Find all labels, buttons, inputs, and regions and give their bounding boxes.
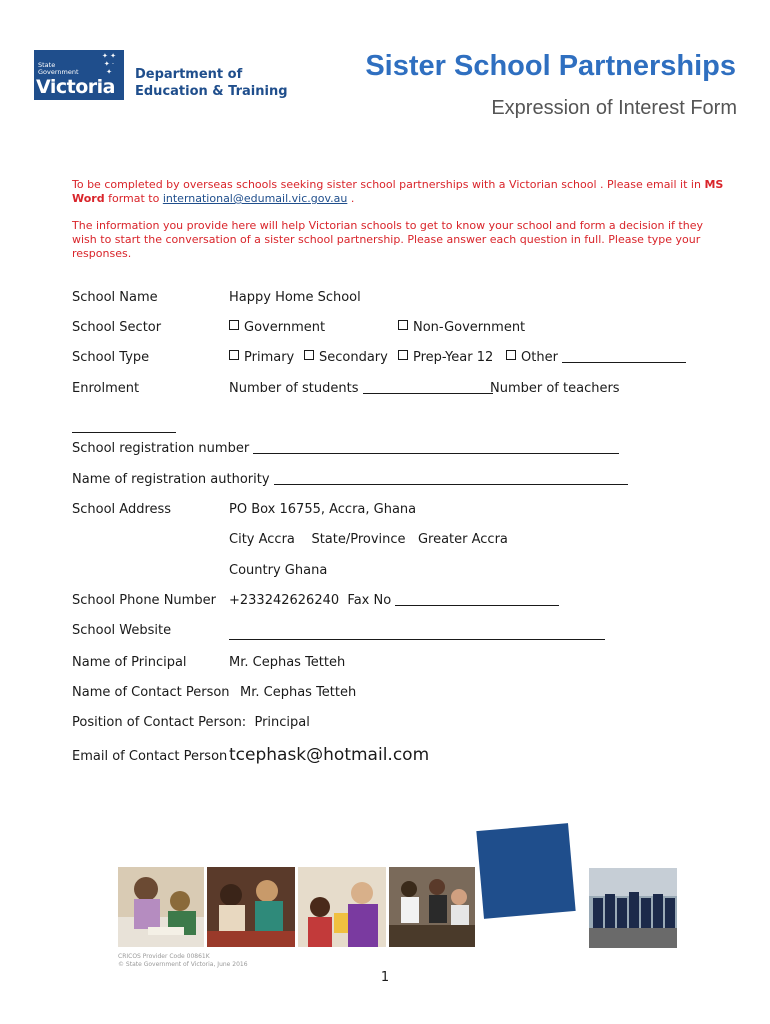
type-secondary-option[interactable] [304,350,388,365]
registration-number-input[interactable] [253,441,619,454]
photo-classroom-reading [118,867,204,947]
type-primary-option[interactable] [229,350,294,365]
registration-number-label: School registration number [72,441,250,456]
decorative-blue-square [476,823,575,919]
registration-authority-label: Name of registration authority [72,472,270,487]
school-type-label: School Type [72,350,150,365]
southern-cross-icon: ✦ ✦ ✦ · ✦ [102,52,116,76]
position-value[interactable]: Principal [254,715,310,730]
website-input[interactable] [229,627,605,640]
other-type-field[interactable] [562,350,686,363]
sector-nongovernment-label: Non-Government [413,320,526,335]
state-label: State/Province [311,532,406,547]
photo-cooking-class [389,867,475,947]
phone-value[interactable]: +233242626240 [229,593,340,608]
page-number: 1 [380,970,390,985]
logo-small-text: State Government [38,61,79,76]
checkbox-icon[interactable] [304,350,314,360]
registration-authority-row[interactable] [72,472,628,487]
photo-school-group [589,868,677,948]
type-prep-year12-option[interactable] [398,350,493,365]
page-title: Sister School Partnerships [365,50,736,82]
caption-line-1: CRICOS Provider Code 00861K [118,953,210,960]
checkbox-icon[interactable] [229,350,239,360]
instructions-paragraph-1 [72,178,724,206]
registration-number-row[interactable] [72,441,619,456]
registration-authority-input[interactable] [274,472,628,485]
instructions-text: To be completed by overseas schools seeking sister school partnerships with a Victorian school . Please email it in [72,178,705,191]
phone-label: School Phone Number [72,593,216,608]
sector-nongovernment-option[interactable] [398,320,525,335]
position-label: Position of Contact Person: [72,715,247,730]
type-other-label: Other [521,350,558,365]
enrolment-label: Enrolment [72,381,140,396]
checkbox-icon[interactable] [229,320,239,330]
email-link[interactable]: international@edumail.vic.gov.au [162,192,348,205]
sector-government-option[interactable] [229,320,325,335]
instructions-mid: format to [104,192,163,205]
school-sector-label: School Sector [72,320,162,335]
department-line-1: Department of [135,67,243,82]
photo-caption [118,953,248,969]
type-primary-label: Primary [244,350,295,365]
position-row [72,715,310,730]
students-input[interactable] [363,381,493,394]
website-label: School Website [72,623,172,638]
page-subtitle: Expression of Interest Form [491,97,737,119]
checkbox-icon[interactable] [506,350,516,360]
school-name-label: School Name [72,290,158,305]
contact-value[interactable]: Mr. Cephas Tetteh [240,685,357,700]
email-value[interactable]: tcephask@hotmail.com [229,745,430,765]
logo-big-text: Victoria [36,76,115,98]
victoria-logo [34,50,124,100]
fax-label: Fax No [347,593,392,608]
caption-line-2: © State Government of Victoria, June 2016 [118,961,248,968]
address-label: School Address [72,502,172,517]
type-secondary-label: Secondary [319,350,388,365]
state-value[interactable]: Greater Accra [417,532,508,547]
checkbox-icon[interactable] [398,350,408,360]
teachers-label: Number of teachers [490,381,620,396]
school-name-value[interactable]: Happy Home School [229,290,361,305]
teachers-input[interactable] [72,420,176,433]
fax-input[interactable] [395,593,559,606]
department-line-2: Education & Training [135,84,288,99]
principal-value[interactable]: Mr. Cephas Tetteh [229,655,346,670]
contact-label: Name of Contact Person [72,685,230,700]
country-label: Country [229,563,281,578]
city-label: City [229,532,255,547]
city-state-row [229,532,508,547]
type-prep-year12-label: Prep-Year 12 [413,350,494,365]
city-value[interactable]: Accra [258,532,295,547]
address-value[interactable]: PO Box 16755, Accra, Ghana [229,502,417,517]
checkbox-icon[interactable] [398,320,408,330]
department-name [135,66,288,100]
phone-fax-row [229,593,559,608]
email-label: Email of Contact Person [72,749,228,764]
country-value[interactable]: Ghana [284,563,328,578]
instructions-end: . [347,192,355,205]
sector-government-label: Government [244,320,326,335]
students-field[interactable] [229,381,493,396]
principal-label: Name of Principal [72,655,187,670]
photo-students-working [207,867,295,947]
type-other-option[interactable] [506,350,686,365]
students-label: Number of students [229,381,359,396]
ms-word-text: MS Word [72,178,724,205]
instructions-paragraph-2: The information you provide here will help Victorian schools to get to know your school and form a decision if they wish to start the conversation of a sister school partnership. Please answer each question in full. Please type your responses. [72,219,703,260]
country-row [229,563,327,578]
photo-teacher-with-students [298,867,386,947]
